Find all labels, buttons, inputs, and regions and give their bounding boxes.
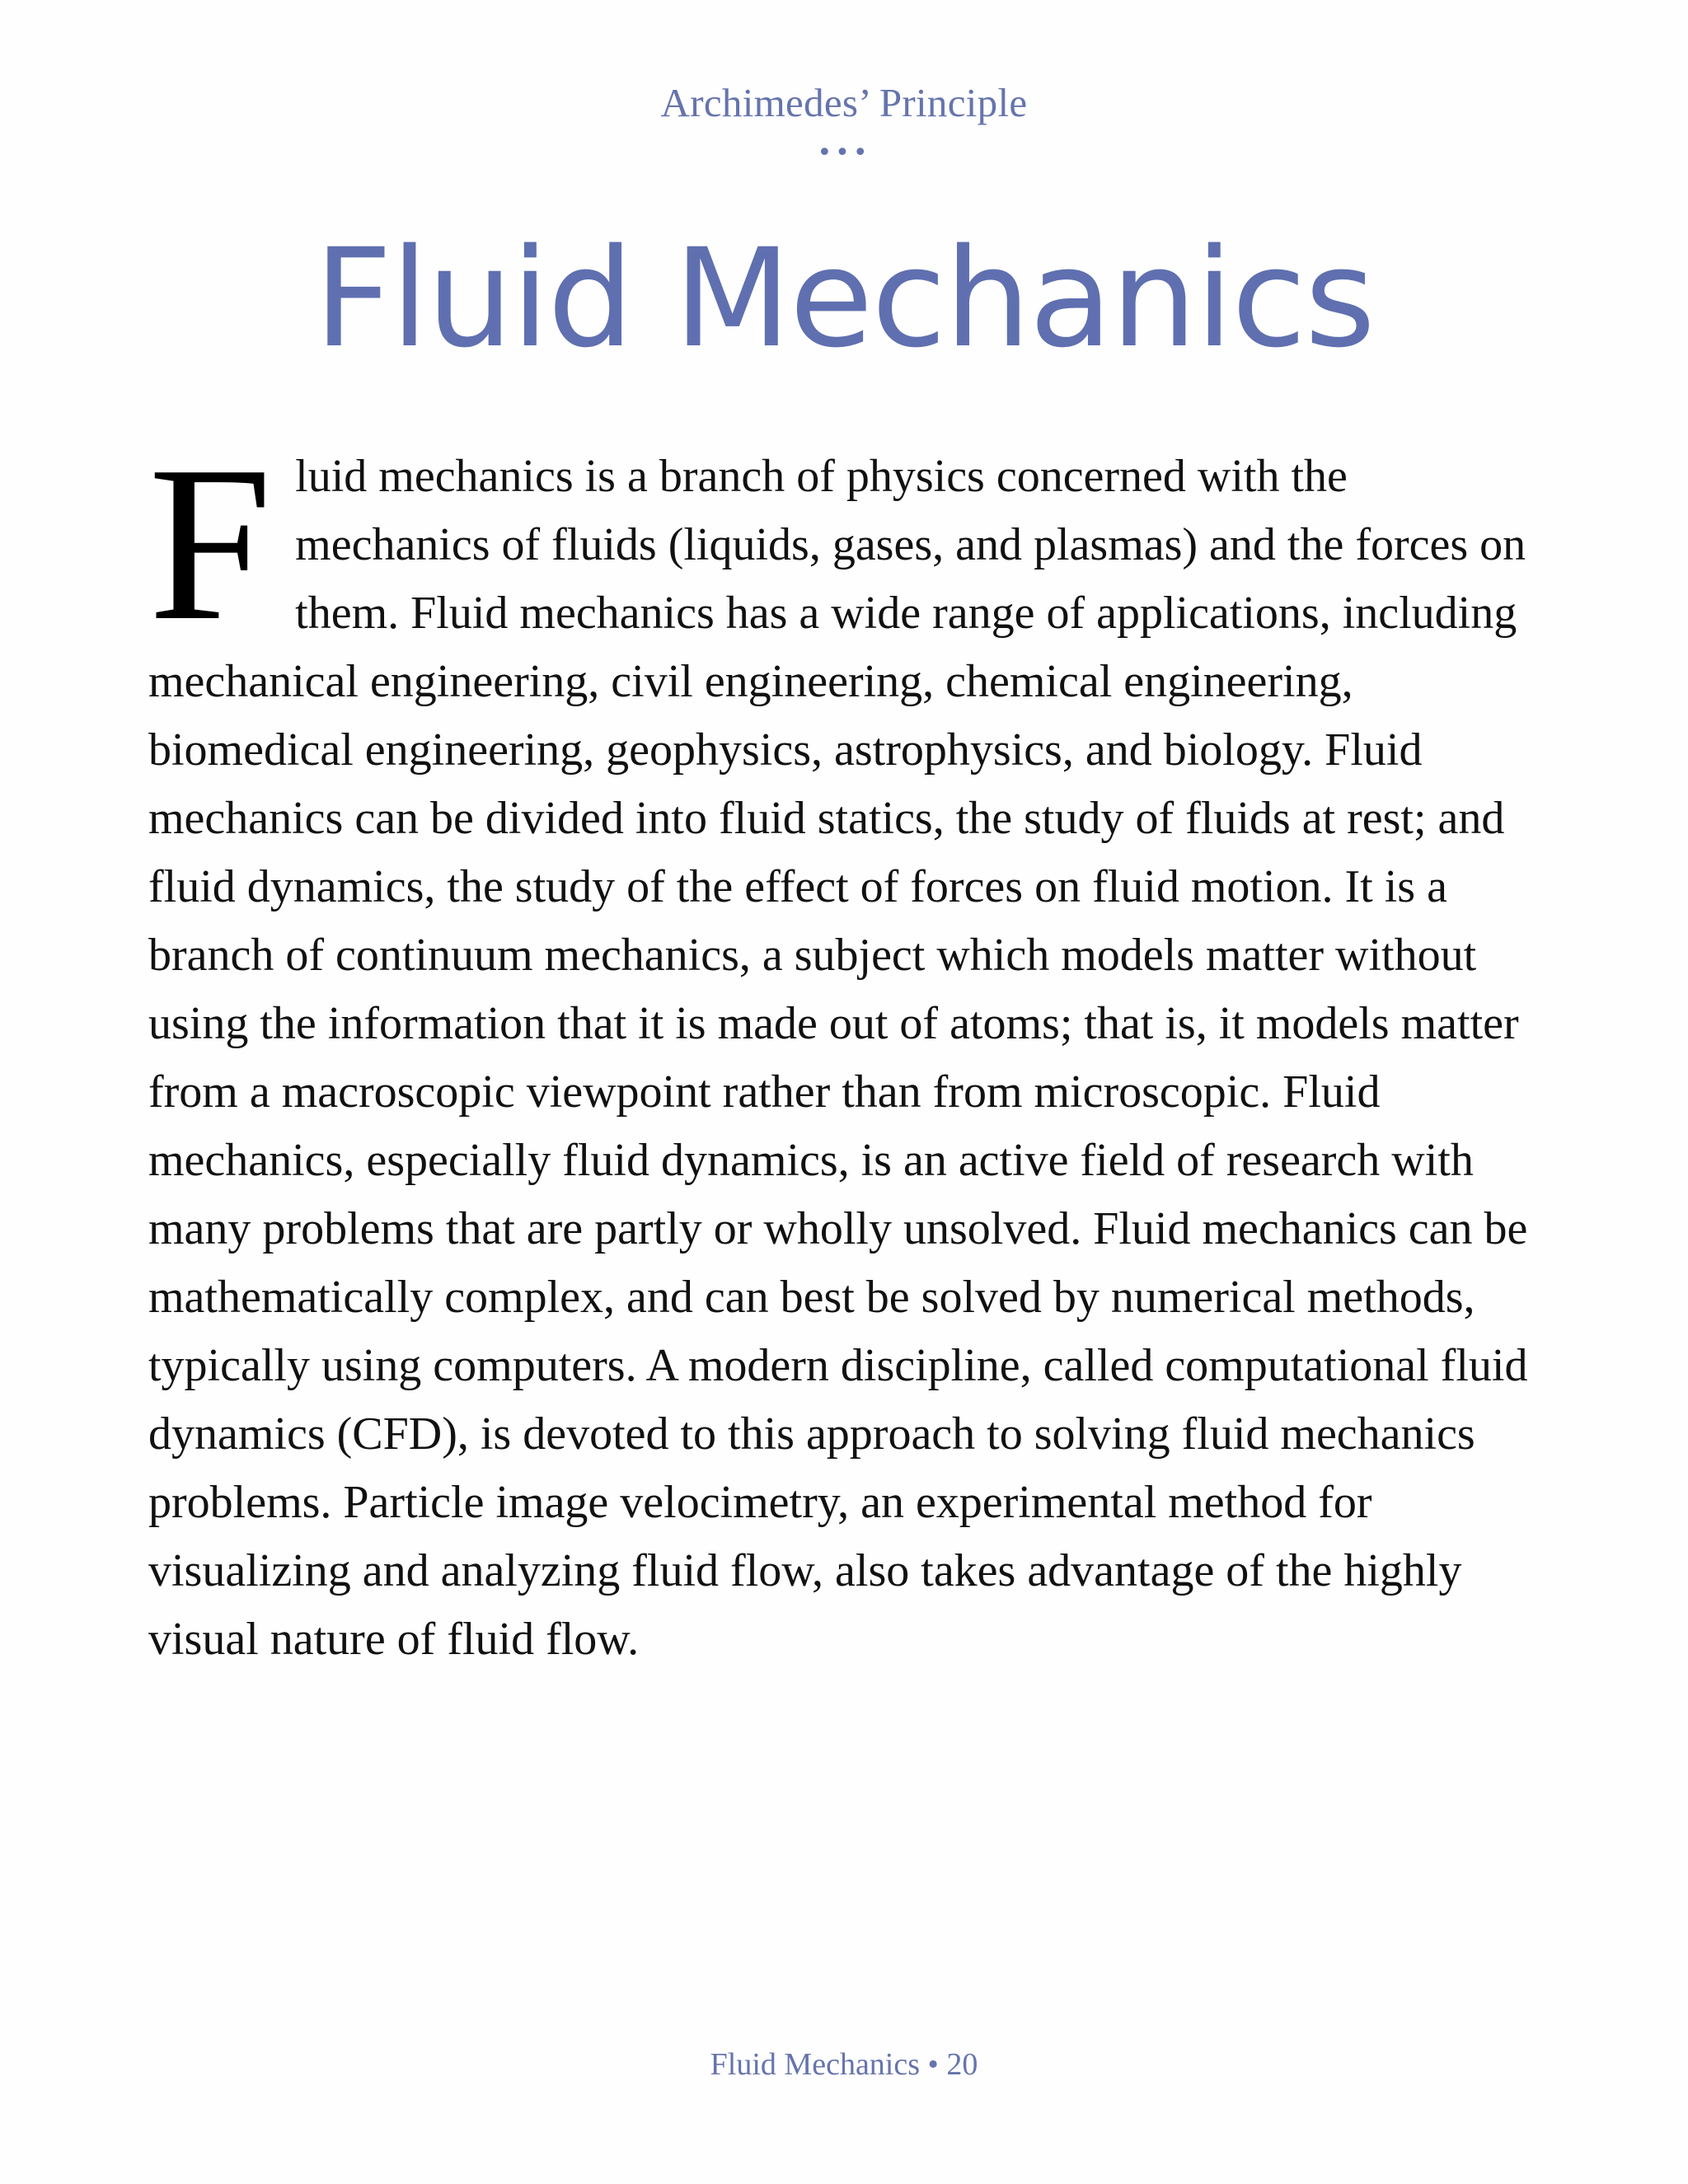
page-title: Fluid Mechanics: [314, 219, 1374, 377]
header-ornament: •••: [817, 138, 871, 167]
drop-cap: F: [148, 420, 273, 667]
page-footer: Fluid Mechanics • 20: [710, 2047, 978, 2082]
running-header: Archimedes’ Principle: [660, 80, 1028, 125]
body-text: luid mechanics is a branch of physics concerned with the mechanics of fluids (liquids, gases, and plasmas) and the forces on them. Fluid mechanics has a wide range of applications, including mechanical engineering, civil engineering, chemical engineering, biomedical engineering, geophysics, astrophysics, and biology. Fluid mechanics can be divided into fluid statics, the study of fluids at rest; and fluid dynamics, the study of the effect of forces on fluid motion. It is a branch of continuum mechanics, a subject which models matter without using the information that it is made out of atoms; that is, it models matter from a macroscopic viewpoint rather than from microscopic. Fluid mechanics, especially fluid dynamics, is an active field of research with many problems that are partly or wholly unsolved. Fluid mechanics can be mathematically complex, and can best be solved by numerical methods, typically using computers. A modern discipline, called computational fluid dynamics (CFD), is devoted to this approach to solving fluid mechanics problems. Particle image velocimetry, an experimental method for visualizing and analyzing fluid flow, also takes advantage of the highly visual nature of fluid flow.: [148, 451, 1528, 1665]
body-paragraph: [148, 420, 1541, 1674]
